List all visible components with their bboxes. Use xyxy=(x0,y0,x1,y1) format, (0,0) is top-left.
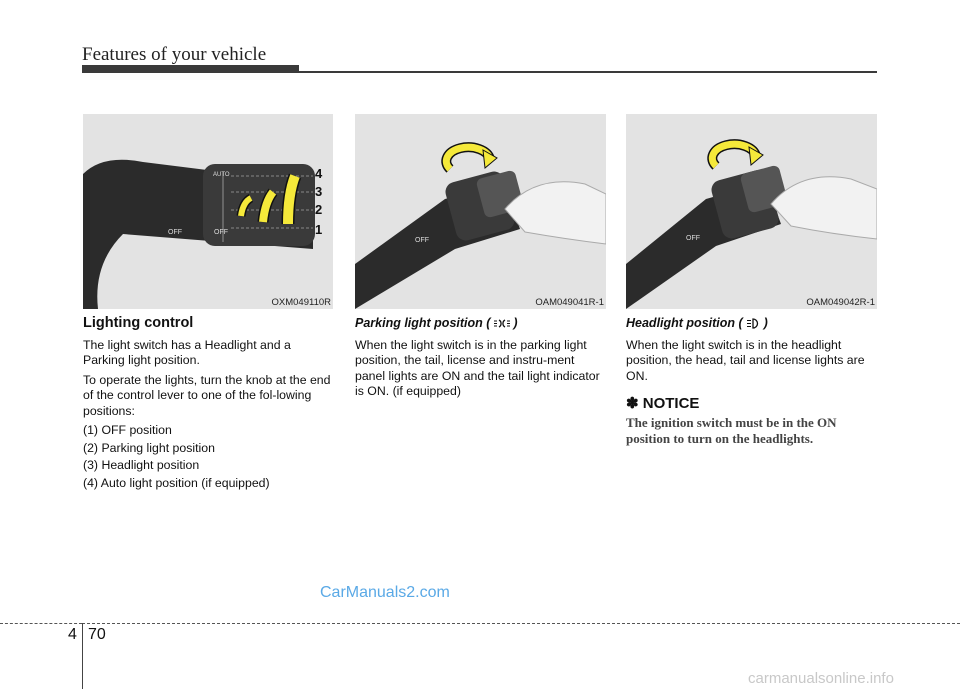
off-label: OFF xyxy=(168,229,182,236)
off-label: OFF xyxy=(415,237,429,244)
off-label-2: OFF xyxy=(214,229,228,236)
list-item: (4) Auto light position (if equipped) xyxy=(83,475,270,490)
title-text: Parking light position ( xyxy=(355,316,491,330)
watermark-link[interactable]: CarManuals2.com xyxy=(320,584,450,601)
figure-code: OAM049041R-1 xyxy=(535,297,604,308)
footer-rule-left xyxy=(0,623,82,624)
off-label: OFF xyxy=(686,235,700,242)
headlight-icon xyxy=(746,318,760,334)
page-number: 70 xyxy=(88,626,106,643)
header-rule xyxy=(82,71,877,73)
site-watermark: carmanualsonline.info xyxy=(748,670,894,687)
parking-light-icon xyxy=(494,318,510,334)
subsection-title xyxy=(355,316,606,334)
footer-rule-right xyxy=(82,623,960,624)
paragraph: When the light switch is in the headlight position, the head, tail and license lights are ON. xyxy=(626,337,865,383)
title-close: ) xyxy=(763,316,768,330)
figure-code: OAM049042R-1 xyxy=(806,297,875,308)
position-number-1: 1 xyxy=(315,222,323,237)
list-item: (3) Headlight position xyxy=(83,458,200,472)
position-number-3: 3 xyxy=(315,184,323,199)
position-number-2: 2 xyxy=(315,202,323,217)
figure-code: OXM049110R xyxy=(271,297,331,308)
list-item: (2) Parking light position xyxy=(83,440,215,455)
title-text: Headlight position ( xyxy=(626,316,743,330)
footer-divider xyxy=(82,623,83,689)
page-header-title: Features of your vehicle xyxy=(82,44,267,65)
chapter-number: 4 xyxy=(68,626,77,643)
list-item: (1) OFF position xyxy=(83,423,172,437)
notice-title: ✽ NOTICE xyxy=(626,395,700,412)
subsection-title xyxy=(626,316,877,334)
figure-parking-position xyxy=(355,114,606,309)
paragraph: The light switch has a Headlight and a Parking light position. xyxy=(83,337,291,367)
title-close: ) xyxy=(513,316,518,330)
section-title: Lighting control xyxy=(83,315,194,331)
column-parking-light xyxy=(355,316,606,404)
auto-label: AUTO xyxy=(213,172,230,178)
paragraph: To operate the lights, turn the knob at the end of the control lever to one of the fol-lowing positions: xyxy=(83,372,331,418)
column-headlight xyxy=(626,316,877,451)
position-number-4: 4 xyxy=(315,166,323,181)
paragraph: When the light switch is in the parking light position, the tail, license and instru-ment panel lights are ON and the tail light indicator is ON. (if equipped) xyxy=(355,337,600,398)
figure-headlight-position xyxy=(626,114,877,309)
column-lighting-control xyxy=(83,316,334,493)
notice-body: The ignition switch must be in the ON position to turn on the headlights. xyxy=(626,414,837,446)
figure-lever-positions xyxy=(83,114,333,309)
